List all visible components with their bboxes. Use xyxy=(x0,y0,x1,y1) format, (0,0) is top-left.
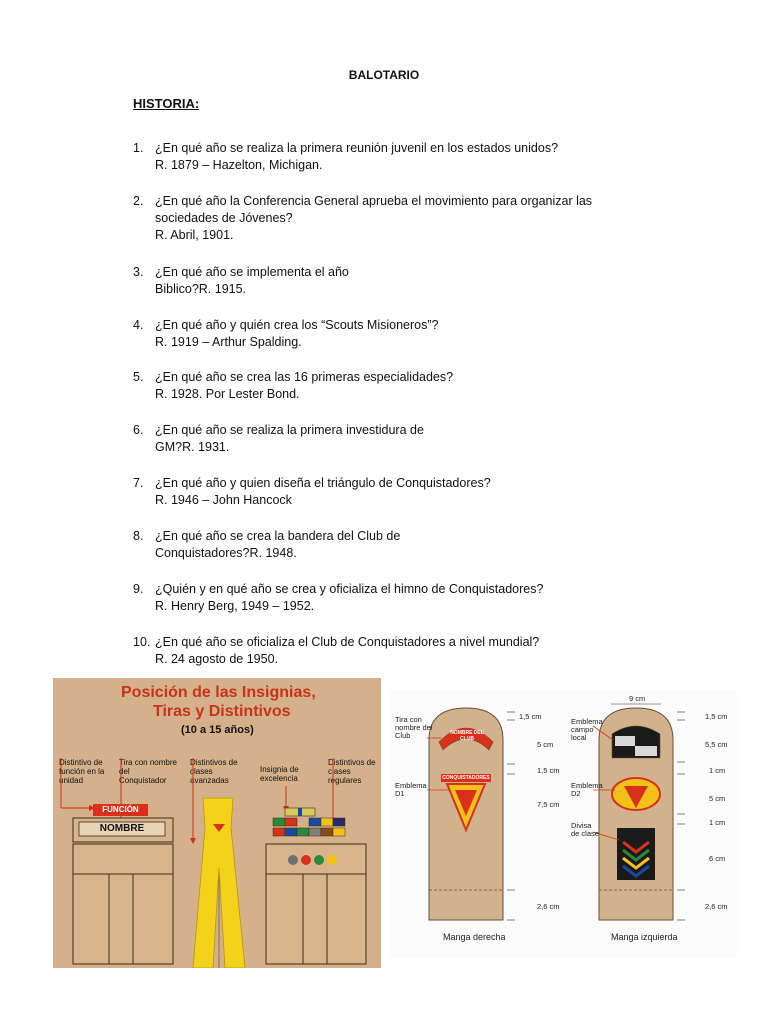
class-chevron-patch xyxy=(617,828,655,880)
meas-right-3: 5,5 cm xyxy=(705,740,728,749)
meas-right-4: 1 cm xyxy=(709,766,726,775)
question-item xyxy=(133,581,603,615)
question-item xyxy=(133,317,603,351)
meas-right-2: 1,5 cm xyxy=(705,712,728,721)
question-item xyxy=(133,193,603,244)
question-number: 6. xyxy=(133,423,144,437)
question-answer: R. 1946 – John Hancock xyxy=(155,493,292,507)
meas-left-4: 7,5 cm xyxy=(537,800,560,809)
question-item xyxy=(133,422,603,456)
label-emblema-campo: Emblema campo local xyxy=(571,717,603,742)
question-text: ¿En qué año la Conferencia General aprueba el movimiento para organizar las sociedades de Jóvenes? xyxy=(155,194,593,225)
label-divisa-clase: Divisa de clase xyxy=(571,821,599,838)
sleeve-placement-figure xyxy=(389,690,737,958)
question-text: ¿En qué año se crea la bandera del Club de xyxy=(155,529,401,543)
label-emblema-d2: Emblema D2 xyxy=(571,781,603,798)
question-item xyxy=(133,528,603,562)
label-tira-nombre: Tira con nombre del Conquistador xyxy=(119,758,177,785)
question-number: 9. xyxy=(133,582,144,596)
question-text: ¿En qué año se oficializa el Club de Conquistadores a nivel mundial? xyxy=(155,635,540,649)
class-ribbons xyxy=(273,818,345,836)
meas-left-1: 1,5 cm xyxy=(519,712,542,721)
badge-function-text: FUNCIÓN xyxy=(102,805,139,814)
question-number: 2. xyxy=(133,194,144,208)
meas-right-1: 9 cm xyxy=(629,694,646,703)
question-text: ¿En qué año y quien diseña el triángulo de Conquistadores? xyxy=(155,476,491,490)
figure-title-line1: Posición de las Insignias, xyxy=(121,684,316,701)
question-text: ¿Quién y en qué año se crea y oficializa el himno de Conquistadores? xyxy=(155,582,544,596)
question-number: 4. xyxy=(133,318,144,332)
label-insignia-excelencia: Insignia de excelencia xyxy=(260,765,299,783)
meas-right-7: 6 cm xyxy=(709,854,726,863)
label-emblema-d1: Emblema D1 xyxy=(395,781,427,798)
club-name-patch-text: NOMBRE DEL CLUB xyxy=(450,730,484,742)
question-text: ¿En qué año se crea las 16 primeras especialidades? xyxy=(155,370,454,384)
question-answer: R. 1919 – Arthur Spalding. xyxy=(155,335,302,349)
question-item xyxy=(133,634,603,668)
meas-left-3: 1,5 cm xyxy=(537,766,560,775)
question-item xyxy=(133,264,603,298)
caption-manga-derecha: Manga derecha xyxy=(443,932,506,942)
question-item xyxy=(133,475,603,509)
question-number: 7. xyxy=(133,476,144,490)
question-answer: GM?R. 1931. xyxy=(155,440,230,454)
meas-right-8: 2,6 cm xyxy=(705,902,728,911)
question-answer: R. Abril, 1901. xyxy=(155,228,234,242)
figure-title-line2: Tiras y Distintivos xyxy=(153,703,291,720)
sleeves-drawing xyxy=(389,690,737,958)
caption-manga-izquierda: Manga izquierda xyxy=(611,932,678,942)
question-answer: R. Henry Berg, 1949 – 1952. xyxy=(155,599,315,613)
section-heading: HISTORIA: xyxy=(133,96,200,111)
label-distintivo-funcion: Distintivo de función en la unidad xyxy=(59,758,105,785)
question-text: ¿En qué año se realiza la primera investidura de xyxy=(155,423,424,437)
meas-right-6: 1 cm xyxy=(709,818,726,827)
question-answer: Conquistadores?R. 1948. xyxy=(155,546,297,560)
insignia-placement-figure xyxy=(53,678,381,968)
meas-right-5: 5 cm xyxy=(709,794,726,803)
question-number: 10. xyxy=(133,635,151,649)
question-number: 8. xyxy=(133,529,144,543)
document-title: BALOTARIO xyxy=(348,68,420,82)
question-number: 1. xyxy=(133,141,144,155)
label-tira-club: Tira con nombre del Club xyxy=(395,715,433,740)
question-answer: R. 24 agosto de 1950. xyxy=(155,652,279,666)
question-text: ¿En qué año y quién crea los “Scouts Misioneros”? xyxy=(155,318,439,332)
meas-left-2: 5 cm xyxy=(537,740,554,749)
label-distintivos-avanzadas: Distintivos de clases avanzadas xyxy=(190,758,238,785)
question-answer: Biblico?R. 1915. xyxy=(155,282,247,296)
figure-subtitle: (10 a 15 años) xyxy=(181,724,254,736)
conquistadores-tape-text: CONQUISTADORES xyxy=(442,775,490,781)
question-item xyxy=(133,140,603,174)
question-number: 3. xyxy=(133,265,144,279)
question-text: ¿En qué año se realiza la primera reunión juvenil en los estados unidos? xyxy=(155,141,559,155)
label-distintivos-regulares: Distintivos de clases regulares xyxy=(328,758,376,785)
question-answer: R. 1928. Por Lester Bond. xyxy=(155,387,300,401)
question-answer: R. 1879 – Hazelton, Michigan. xyxy=(155,158,323,172)
question-item xyxy=(133,369,603,403)
question-number: 5. xyxy=(133,370,144,384)
meas-left-5: 2,6 cm xyxy=(537,902,560,911)
question-text: ¿En qué año se implementa el año xyxy=(155,265,349,279)
badge-name-text: NOMBRE xyxy=(99,823,145,834)
